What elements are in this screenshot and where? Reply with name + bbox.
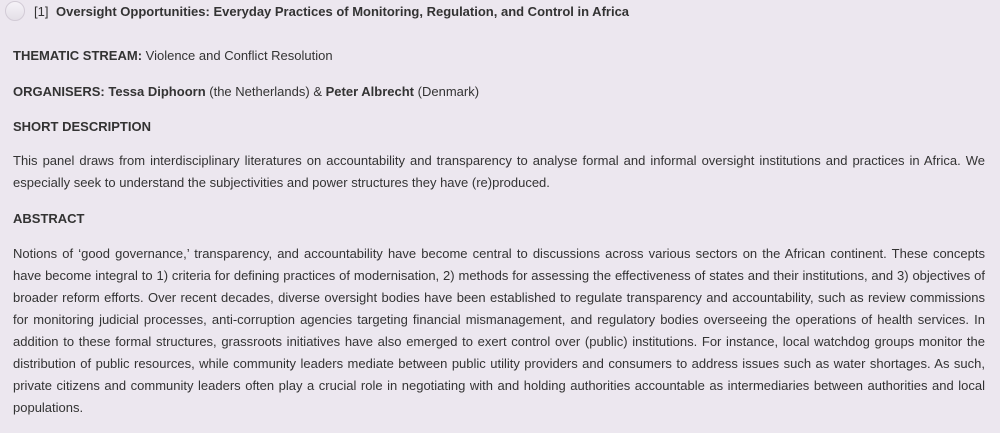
- panel-select-radio[interactable]: [5, 1, 25, 21]
- abstract-heading: ABSTRACT: [13, 211, 85, 226]
- organiser-name: Peter Albrecht: [325, 84, 415, 99]
- short-description-text: This panel draws from interdisciplinary literatures on accountability and transparency to analyse formal and informal oversight institutions and practices in Africa. We especially seek to understand the subjectivities and power structures they have (re)produced.: [13, 153, 985, 190]
- organisers-label: ORGANISERS:: [13, 84, 105, 99]
- organisers: [13, 84, 479, 99]
- panel-title: Oversight Opportunities: Everyday Practices of Monitoring, Regulation, and Control in Africa: [56, 4, 630, 19]
- thematic-stream-value: Violence and Conflict Resolution: [145, 48, 333, 63]
- organiser-country: (the Netherlands) &: [209, 84, 322, 99]
- short-description-heading: SHORT DESCRIPTION: [13, 119, 151, 134]
- organiser-name: Tessa Diphoorn: [108, 84, 206, 99]
- organiser-country: (Denmark): [417, 84, 480, 99]
- abstract-text: Notions of ‘good governance,’ transparency, and accountability have become central to discussions across various sectors on the African continent. These concepts have become integral to 1) criteria for defining practices of modernisation, 2) methods for assessing the effectiveness of states and their institutions, and 3) objectives of broader reform efforts. Over recent decades, diverse oversight bodies have been established to regulate transparency and accountability, such as review commissions for monitoring judicial processes, anti-corruption agencies targeting financial mismanagement, and regulatory bodies overseeing the operations of health services. In addition to these formal structures, grassroots initiatives have also emerged to exert control over (public) institutions. For instance, local watchdog groups monitor the distribution of public resources, while community leaders mediate between public utility providers and consumers to address issues such as water shortages. As such, private citizens and community leaders often play a crucial role in negotiating with and holding authorities accountable as intermediaries between authorities and local populations.: [13, 246, 985, 415]
- panel-number: [1]: [34, 4, 49, 19]
- thematic-stream-label: THEMATIC STREAM:: [13, 48, 143, 63]
- panel-header: [0, 0, 1000, 24]
- thematic-stream: [13, 48, 333, 63]
